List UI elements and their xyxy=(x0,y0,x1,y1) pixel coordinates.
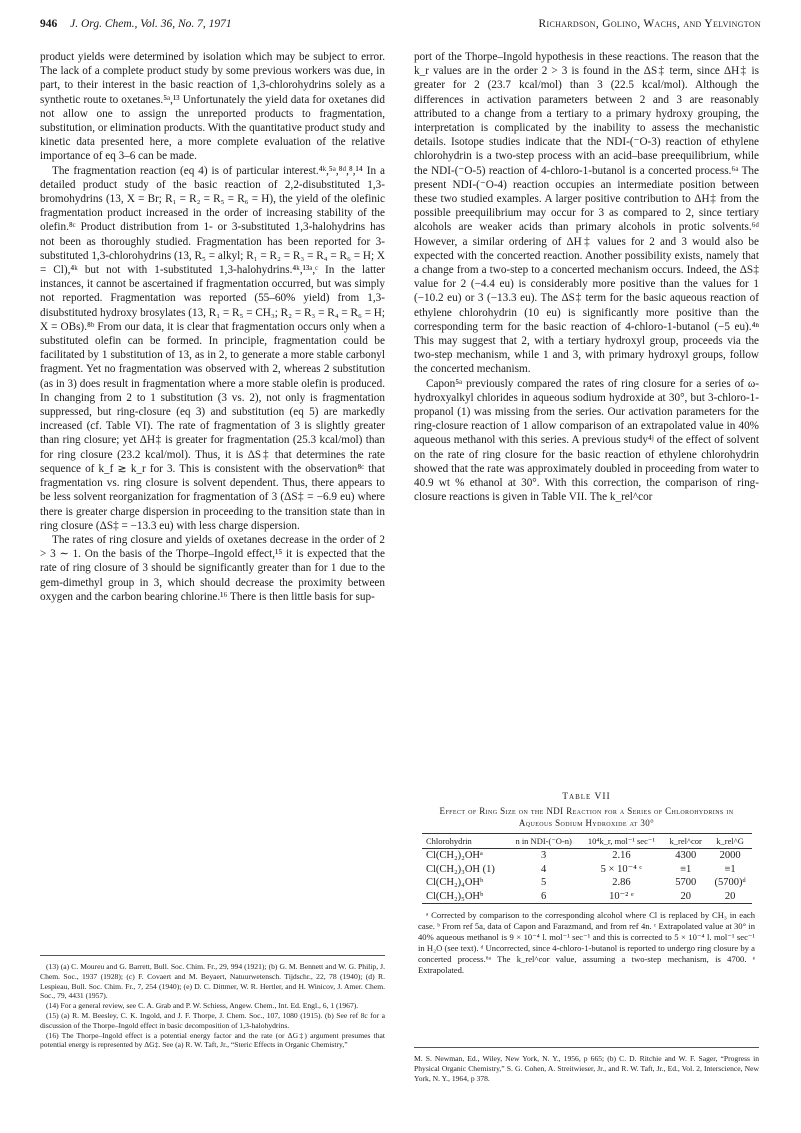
table-cell: 2000 xyxy=(719,850,741,861)
table-cell: 5 × 10⁻⁴ ᶜ xyxy=(600,864,643,875)
table-cell: ≡1 xyxy=(724,863,736,875)
table-cell: 20 xyxy=(680,890,691,902)
right-paragraph-2: Capon⁵ᵃ previously compared the rates of ring closure for a series of ω-hydroxyalkyl chlorides in aqueous sodium hydroxide at 30°, but 3-chloro-1-propanol (1) was missing from the series. Our activation parameters for the ring-closure reaction of 1 allow comparison of an extrapolated value in 40% aqueous methanol with this series. A previous study⁴ʲ of the effect of solvent on the rate of ring closure for the basic reaction of ethylene chlorohydrin showed that the rate was approximately doubled in proceeding from water to 40.9 wt % ethanol at 30°. With this correction, the comparison of ring-closure reactions is given in Table VII. The k_rel^cor xyxy=(414,377,759,504)
footnote-15: (15) (a) R. M. Beesley, C. K. Ingold, and J. F. Thorpe, J. Chem. Soc., 107, 1080 (1915). (b) See ref 8c for a discussion of the Thorpe–Ingold effect in basic decomposition of 1,3-halohydrins. xyxy=(40,1010,385,1030)
table-cell: 5700 xyxy=(675,877,697,888)
table-cell: 4 xyxy=(541,863,547,875)
table-cell: 20 xyxy=(724,890,736,902)
left-paragraph-1: product yields were determined by isolation which may be subject to error. The lack of a complete product study by some previous workers was due, in part, to their interest in the basic reaction of 1,3-chlorohydrins solely as a synthetic route to oxetanes.⁵ᵃ,¹³ Unfortunately the yield data for oxetanes did not allow one to assign the unreported products to fragmentation, substitution, or elimination products. With the quantitative product study and kinetic data presented here, a more complete evaluation of the relative importance of eq 3–6 can be made. xyxy=(40,51,385,163)
header-authors: Richardson, Golino, Wachs, and Yelvington xyxy=(538,18,761,30)
table-cell: (5700)ᵈ xyxy=(714,877,746,888)
footnote-14: (14) For a general review, see C. A. Grab and P. W. Schiess, Angew. Chem., Int. Ed. Engl., 6, 1 (1967). xyxy=(46,1001,359,1011)
left-column xyxy=(40,50,385,604)
table-row xyxy=(422,849,752,863)
table-cell: Cl(CH₂)₃OH (1) xyxy=(426,863,495,875)
left-paragraph-3: The rates of ring closure and yields of oxetanes decrease in the order of 2 > 3 ∼ 1. On the basis of the Thorpe–Ingold effect,¹⁵ it is expected that the rate of ring closure of 3 should be significantly greater than for 1 due to the gem-dimethyl group in 3, which should decrease the proximity between oxygen and the carbon bearing chlorine.¹⁶ There is then little basis for sup- xyxy=(40,533,385,603)
table-vii xyxy=(414,792,759,976)
table-cell: 10⁻² ᵉ xyxy=(609,891,634,902)
table-cell: 3 xyxy=(541,850,547,861)
right-references xyxy=(414,1047,759,1083)
table-header-cell: k_rel^cor xyxy=(669,836,702,846)
data-table xyxy=(422,833,752,904)
page-number: 946 xyxy=(40,18,58,30)
footnote-13: (13) (a) C. Moureu and G. Barrett, Bull. Soc. Chim. Fr., 29, 994 (1921); (b) G. M. Bennett and W. G. Philip, J. Chem. Soc., 1937 (1928); (c) F. Covaert and M. Beyaert, Natuurwetensch. Tijdschr., 22, 78 (1940); (d) R. Lespieau, Bull. Soc. Chim. Fr., 7, 254 (1940); (e) D. C. Dittmer, W. R. Hertler, and H. Winicov, J. Amer. Chem. Soc., 79, 4431 (1957). xyxy=(40,962,385,1001)
table-cell: Cl(CH₂)₂OHᵃ xyxy=(426,850,483,861)
table-title: Table VII xyxy=(562,792,611,802)
table-cell: 5 xyxy=(541,877,547,888)
table-cell: Cl(CH₂)₅OHᵇ xyxy=(426,890,484,902)
table-header-row xyxy=(422,834,752,849)
right-paragraph-1: port of the Thorpe–Ingold hypothesis in these reactions. The reason that the k_r values are in the order 2 > 3 is found in the ΔS‡ term, since ΔH‡ is greater for 2 (23.7 kcal/mol) than 3 (22.5 kcal/mol). Although the differences in activation parameters between 2 and 3 are reasonably attributed to a change from a tertiary to a primary hydroxy grouping, the interpretation is complicated by the inability to assess the mechanistic details. Isotope studies indicate that the NDI-(⁻O-3) reaction of ethylene chlorohydrin is a two-step process with an acid–base preequilibrium, while the NDI-(⁻O-5) reaction of 4-chloro-1-butanol is a concerted process.⁶ᵃ The present NDI-(⁻O-4) reaction occupies an intermediate position between these two studied examples. A larger positive contribution to ΔH‡ from the possible preequilibrium may occur for 3 as compared to 2, since tertiary alcohols are weaker acids than primary alcohols in protic solvents.⁶ᵈ However, a similar ordering of ΔH‡ values for 2 and 3 would also be expected with the concerted reaction. Another possibility exists, namely that a change from a two-step to a concerted mechanism occurs. Indeed, the ΔS‡ value for 2 (−4.4 eu) is considerably more positive than the values for 1 (−10.2 eu) or 3 (−13.3 eu). The ΔS‡ term for the basic aqueous reaction of ethylene chlorohydrin (10 eu) is significantly more positive than the corresponding term for the basic reaction of 4-chloro-1-butanol (−5 eu).⁴ⁿ This may suggest that 2, with a tertiary hydroxyl group, proceeds via the two-step mechanism, while 1 and 3, with primary hydroxyl groups, follow the concerted mechanism. xyxy=(414,51,759,376)
footnote-16: (16) The Thorpe–Ingold effect is a potential energy factor and the rate (or ΔG‡) argument presumes that potential energy is represented by ΔG‡. See (a) R. W. Taft, Jr., “Steric Effects in Organic Chemistry,” xyxy=(40,1030,385,1050)
table-row xyxy=(422,862,752,876)
table-cell: 4300 xyxy=(675,850,697,861)
table-header-cell: k_rel^G xyxy=(716,836,744,846)
page-header xyxy=(40,18,761,38)
table-cell: 6 xyxy=(541,890,547,902)
table-notes xyxy=(414,910,759,976)
journal-citation: J. Org. Chem., Vol. 36, No. 7, 1971 xyxy=(70,18,232,30)
table-cell: 2.86 xyxy=(612,877,631,888)
table-note: ᵃ Corrected by comparison to the corresponding alcohol where Cl is replaced by CH₃ in each case. ᵇ From ref 5a, data of Capon and Farazmand, and from ref 4n. ᶜ Extrapolated value at 30° in 40% aqueous methanol is 9 × 10⁻⁴ l. mol⁻¹ sec⁻¹ and this is corrected to 5 × 10⁻⁴ l. mol⁻¹ sec⁻¹ in H₂O (see text). ᵈ Uncorrected, since 4-chloro-1-butanol is reported to undergo ring closure by a concerted process.⁶ᵃ The k_rel^cor value, assuming a two-step mechanism, is 4700. ᵉ Extrapolated. xyxy=(418,910,755,975)
table-caption: Effect of Ring Size on the NDI Reaction for a Series of Chlorohydrins in Aqueous Sodium Hydroxide at 30° xyxy=(439,806,734,828)
table-header-cell: 10⁴k_r, mol⁻¹ sec⁻¹ xyxy=(587,836,655,846)
table-cell: Cl(CH₂)₄OHᵇ xyxy=(426,877,484,888)
table-header-cell: Chlorohydrin xyxy=(426,836,472,846)
table-row xyxy=(422,876,752,889)
header-left xyxy=(40,18,232,30)
footnotes xyxy=(40,955,385,1050)
left-paragraph-2: The fragmentation reaction (eq 4) is of particular interest.⁴ᵏ,⁵ᵃ,⁸ᵈ,⁸,¹⁴ In a detailed product study of the basic reaction of 2,2-disubstituted 1,3-bromohydrins (13, X = Br; R₁ = R₂ = R₅ = R₆ = H), the yield of the olefinic fragmentation product increased in the order of increasing stability of the olefin.⁸ᶜ Product distribution from 1- or 3-substituted 1,3-halohydrins has not been as thoroughly studied. Fragmentation has been reported for 3-substituted 1,3-chlorohydrins (13, R₅ = alkyl; R₁ = R₂ = R₃ = R₄ = R₆ = H; X = Cl),⁴ᵏ but not with 1-substituted 1,3-halohydrins.⁴ᵏ,¹³ᵃ,ᶜ In the latter instances, it cannot be ascertained if fragmentation occurred, but was simply not reported. Fragmentation was reported (55–60% yield) from 1,3-disubstituted hydroxy brosylates (13, R₁ = R₅ = CH₃; R₂ = R₃ = R₄ = R₆ = H; X = OBs).⁸ᵇ From our data, it is clear that fragmentation occurs only when a substituted olefin can be formed. In principle, fragmentation could be facilitated by 1 substitution of 13, as in 2, to generate a more stable carbonyl fragment. Yet no fragmentation was observed with 2, whereas 2 substitution (as in 3) does result in fragmentation where a more stable olefin is produced. In changing from 2 to 1 substitution (3 vs. 2), not only is fragmentation suppressed, but ring-closure (eq 3) and substitution (eq 5) are markedly increased (cf. Table VI). The rate of fragmentation of 3 is slightly greater than ring closure; yet ΔH‡ is greater for fragmentation (25.3 kcal/mol) than for ring closure (23.2 kcal/mol). Thus, it is ΔS‡ that determines the rate sequence of k_f ≳ k_r for 3. This is consistent with the observation⁸ᶜ that fragmentation vs. ring closure is solvent dependent. Thus, there appears to be less solvent reorganization for fragmentation of 3 (ΔS‡ = −6.9 eu) where there is greater charge dispersion in proceeding to the transition state than in ring closure (ΔS‡ = −13.3 eu) with less charge dispersion. xyxy=(40,164,385,532)
table-row xyxy=(422,889,752,904)
table-header-cell: n in NDI-(⁻O-n) xyxy=(515,836,572,846)
reference-continuation: M. S. Newman, Ed., Wiley, New York, N. Y., 1956, p 665; (b) C. D. Ritchie and W. F. Sager, “Progress in Physical Organic Chemistry,” S. G. Cohen, A. Streitwieser, Jr., and R. W. Taft, Jr., Ed., Vol. 2, Interscience, New York, N. Y., 1964, p 378. xyxy=(414,1054,759,1083)
right-column xyxy=(414,50,759,505)
table-cell: ≡1 xyxy=(680,863,692,875)
table-cell: 2.16 xyxy=(612,850,631,861)
